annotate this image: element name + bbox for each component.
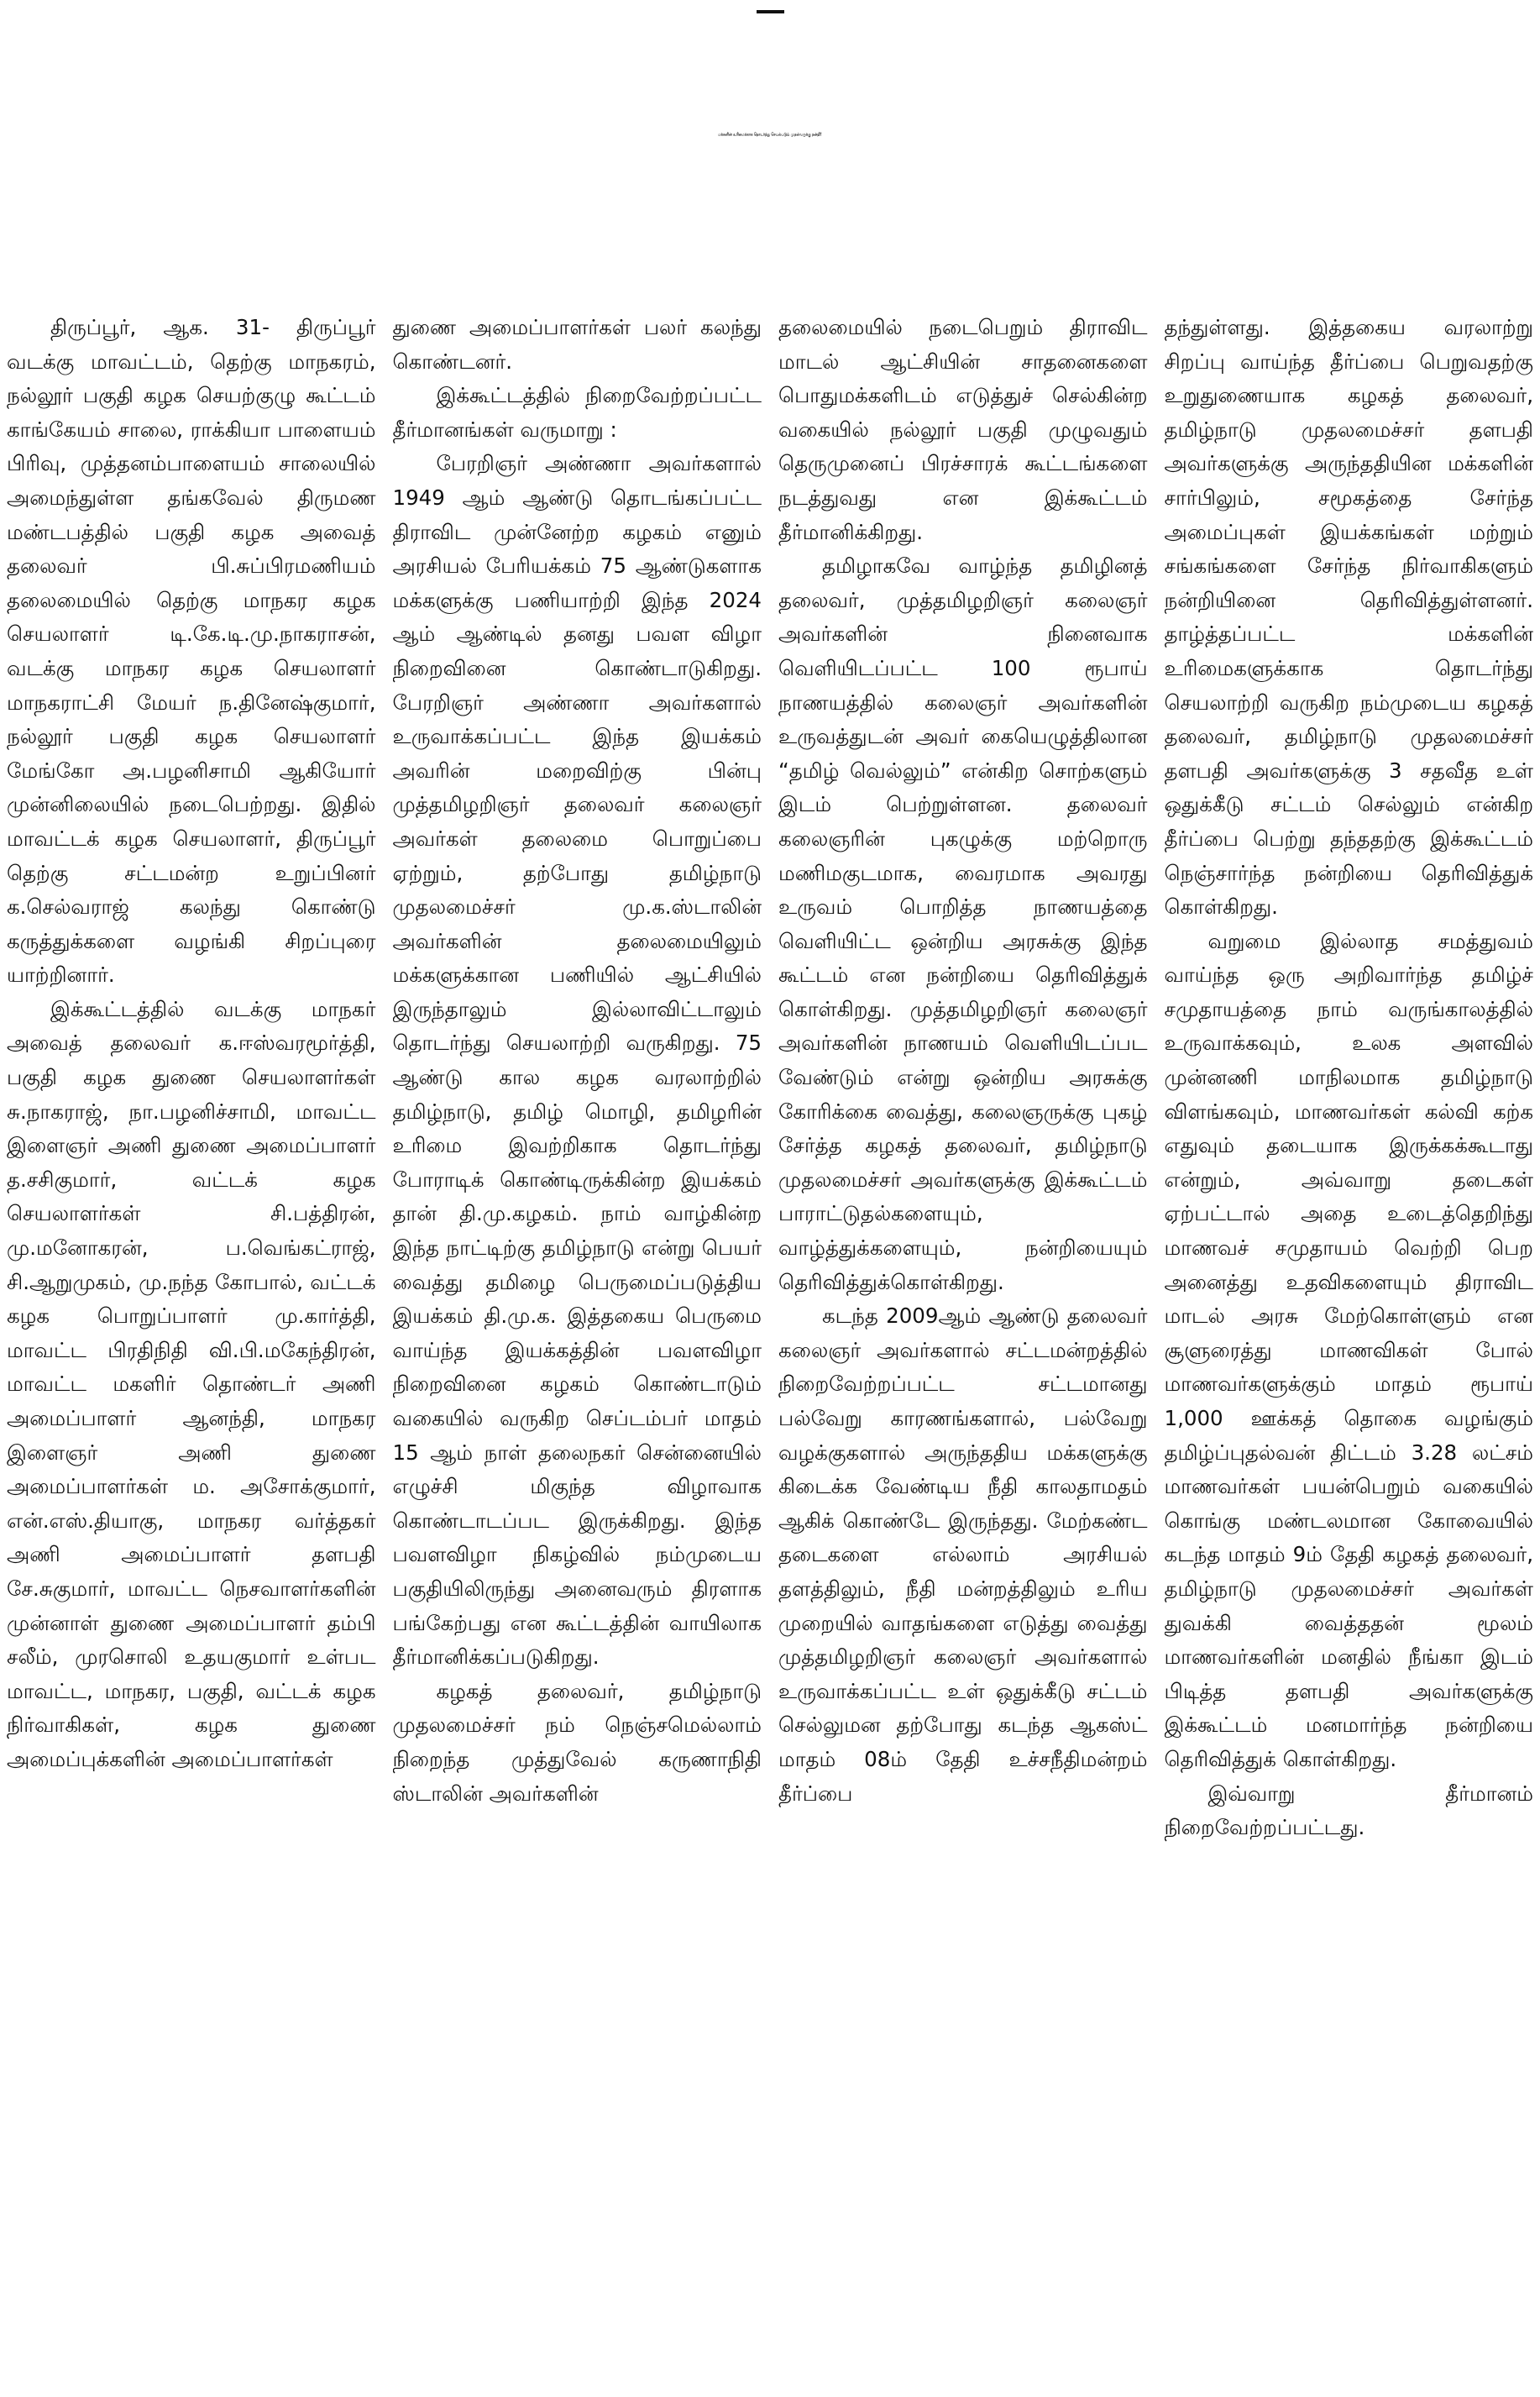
paragraph: கழகத் தலைவர், தமிழ்நாடு முதலமைச்சர் நம் நெஞ்சமெல்லாம் நிறைந்த முத்துவேல் கருணாநிதி ஸ்டாலின் அவர்களின் (392, 1678, 762, 1806)
paragraph: தலைமையில் நடைபெறும் திராவிட மாடல் ஆட்சியின் சாதனைகளை பொதுமக்களிடம் எடுத்துச் செல்கின்ற வகையில் நல்லூர் பகுதி முழுவதும் தெருமுனைப் பிரச்சாரக் கூட்டங்களை நடத்துவது என இக்கூட்டம் தீர்மானிக்கிறது. (778, 315, 1148, 544)
paragraph: இவ்வாறு தீர்மானம் நிறைவேற்றப்பட்டது. (1164, 1781, 1533, 1840)
subhead (0, 220, 1540, 270)
paragraph: இக்கூட்டத்தில் நிறைவேற்றப்பட்ட தீர்மானங்கள் வருமாறு : (392, 383, 762, 442)
article-columns (7, 311, 1533, 2390)
paragraph: இக்கூட்டத்தில் வடக்கு மாநகர் அவைத் தலைவர் க.ஈஸ்வரமூர்த்தி, பகுதி கழக துணை செயலாளர்கள் சு.நாகராஜ், நா.பழனிச்சாமி, மாவட்ட இளைஞர் அணி துணை அமைப்பாளர் த.சசிகுமார், வட்டக் கழக செயலாளர்கள் சி.பத்திரன், மு.மனோகரன், ப.வெங்கட்ராஜ், சி.ஆறுமுகம், மு.நந்த கோபால், வட்டக் கழக பொறுப்பாளர் மு.கார்த்தி, மாவட்ட பிரதிநிதி வி.பி.மகேந்திரன், மாவட்ட மகளிர் தொண்டர் அணி அமைப்பாளர் ஆனந்தி, மாநகர இளைஞர் அணி துணை அமைப்பாளர்கள் ம. அசோக்குமார், என்.எஸ்.தியாகு, மாநகர வர்த்தகர் அணி அமைப்பாளர் தளபதி சே.சுகுமார், மாவட்ட நெசவாளர்களின் முன்னாள் துணை அமைப்பாளர் தம்பி சலீம், முரசொலி உதயகுமார் உள்பட மாவட்ட, மாநகர, பகுதி, வட்டக் கழக நிர்வாகிகள், கழக துணை அமைப்புக்களின் அமைப்பாளர்கள் (7, 996, 376, 1771)
article-column-2 (393, 311, 762, 2390)
article-column-3 (778, 311, 1148, 2390)
article-column-1 (7, 311, 376, 2390)
paragraph: தமிழாகவே வாழ்ந்த தமிழினத் தலைவர், முத்தமிழறிஞர் கலைஞர் அவர்களின் நினைவாக வெளியிடப்பட்ட 100 ரூபாய் நாணயத்தில் கலைஞர் அவர்களின் உருவத்துடன் அவர் கையெழுத்திலான “தமிழ் வெல்லும்” என்கிற சொற்களும் இடம் பெற்றுள்ளன. தலைவர் கலைஞரின் புகழுக்கு மற்றொரு மணிமகுடமாக, வைரமாக அவரது உருவம் பொறித்த நாணயத்தை வெளியிட்ட ஒன்றிய அரசுக்கு இந்த கூட்டம் என நன்றியை தெரிவித்துக் கொள்கிறது. முத்தமிழறிஞர் கலைஞர் அவர்களின் நாணயம் வெளியிடப்பட வேண்டும் என்று ஒன்றிய அரசுக்கு கோரிக்கை வைத்து, கலைஞருக்கு புகழ் சேர்த்த கழகத் தலைவர், தமிழ்நாடு முதலமைச்சர் அவர்களுக்கு இக்கூட்டம் பாராட்டுதல்களையும், வாழ்த்துக்களையும், நன்றியையும் தெரிவித்துக்கொள்கிறது. (778, 553, 1148, 1294)
paragraph: திருப்பூர், ஆக. 31- திருப்பூர் வடக்கு மாவட்டம், தெற்கு மாநகரம், நல்லூர் பகுதி கழக செயற்குழு கூட்டம் காங்கேயம் சாலை, ராக்கியா பாளையம் பிரிவு, முத்தனம்பாளையம் சாலையில் அமைந்துள்ள தங்கவேல் திருமண மண்டபத்தில் பகுதி கழக அவைத் தலைவர் பி.சுப்பிரமணியம் தலைமையில் தெற்கு மாநகர கழக செயலாளர் டி.கே.டி.மு.நாகராசன், வடக்கு மாநகர கழக செயலாளர் மாநகராட்சி மேயர் ந.தினேஷ்குமார், நல்லூர் பகுதி கழக செயலாளர் மேங்கோ அ.பழனிசாமி ஆகியோர் முன்னிலையில் நடைபெற்றது. இதில் மாவட்டக் கழக செயலாளர், திருப்பூர் தெற்கு சட்டமன்ற உறுப்பினர் க.செல்வராஜ் கலந்து கொண்டு கருத்துக்களை வழங்கி சிறப்புரை யாற்றினார். (7, 315, 376, 988)
headline: மக்களின் உரிமைக்காக தொடர்ந்து செயல்படும் முதல்வருக்கு நன்றி! (718, 131, 822, 137)
paragraph: வறுமை இல்லாத சமத்துவம் வாய்ந்த ஒரு அறிவார்ந்த தமிழ்ச் சமுதாயத்தை நாம் வருங்காலத்தில் உருவாக்கவும், உலக அளவில் முன்னணி மாநிலமாக தமிழ்நாடு விளங்கவும், மாணவர்கள் கல்வி கற்க எதுவும் தடையாக இருக்கக்கூடாது என்றும், அவ்வாறு தடைகள் ஏற்பட்டால் அதை உடைத்தெறிந்து மாணவச் சமுதாயம் வெற்றி பெற அனைத்து உதவிகளையும் திராவிட மாடல் அரசு மேற்கொள்ளும் என சூளுரைத்து மாணவிகள் போல் மாணவர்களுக்கும் மாதம் ரூபாய் 1,000 ஊக்கத் தொகை வழங்கும் தமிழ்ப்புதல்வன் திட்டம் 3.28 லட்சம் மாணவர்கள் பயன்பெறும் வகையில் கொங்கு மண்டலமான கோவையில் கடந்த மாதம் 9ம் தேதி கழகத் தலைவர், தமிழ்நாடு முதலமைச்சர் அவர்கள் துவக்கி வைத்ததன் மூலம் மாணவர்களின் மனதில் நீங்கா இடம் பிடித்த தளபதி அவர்களுக்கு இக்கூட்டம் மனமார்ந்த நன்றியை தெரிவித்துக் கொள்கிறது. (1164, 928, 1533, 1771)
article-column-4 (1165, 311, 1534, 2390)
kicker-text (757, 8, 784, 13)
paragraph: பேரறிஞர் அண்ணா அவர்களால் 1949 ஆம் ஆண்டு தொடங்கப்பட்ட திராவிட முன்னேற்ற கழகம் எனும் அரசியல் பேரியக்கம் 75 ஆண்டுகளாக மக்களுக்கு பணியாற்றி இந்த 2024 ஆம் ஆண்டில் தனது பவள விழா நிறைவினை கொண்டாடுகிறது. பேரறிஞர் அண்ணா அவர்களால் உருவாக்கப்பட்ட இந்த இயக்கம் அவரின் மறைவிற்கு பின்பு முத்தமிழறிஞர் தலைவர் கலைஞர் அவர்கள் தலைமை பொறுப்பை ஏற்றும், தற்போது தமிழ்நாடு முதலமைச்சர் மு.க.ஸ்டாலின் அவர்களின் தலைமையிலும் மக்களுக்கான பணியில் ஆட்சியில் இருந்தாலும் இல்லாவிட்டாலும் தொடர்ந்து செயலாற்றி வருகிறது. 75 ஆண்டு கால கழக வரலாற்றில் தமிழ்நாடு, தமிழ் மொழி, தமிழரின் உரிமை இவற்றிகாக தொடர்ந்து போராடிக் கொண்டிருக்கின்ற இயக்கம் தான் தி.மு.கழகம். நாம் வாழ்கின்ற இந்த நாட்டிற்கு தமிழ்நாடு என்று பெயர் வைத்து தமிழை பெருமைப்படுத்திய இயக்கம் தி.மு.க. இத்தகைய பெருமை வாய்ந்த இயக்கத்தின் பவளவிழா நிறைவினை கழகம் கொண்டாடும் வகையில் வருகிற செப்டம்பர் மாதம் 15 ஆம் நாள் தலைநகர் சென்னையில் எழுச்சி மிகுந்த விழாவாக கொண்டாடப்பட இருக்கிறது. இந்த பவளவிழா நிகழ்வில் நம்முடைய பகுதியிலிருந்து அனைவரும் திரளாக பங்கேற்பது என கூட்டத்தின் வாயிலாக தீர்மானிக்கப்படுகிறது. (392, 451, 762, 1670)
paragraph: கடந்த 2009ஆம் ஆண்டு தலைவர் கலைஞர் அவர்களால் சட்டமன்றத்தில் நிறைவேற்றப்பட்ட சட்டமானது பல்வேறு காரணங்களால், பல்வேறு வழக்குகளால் அருந்ததிய மக்களுக்கு கிடைக்க வேண்டிய நீதி காலதாமதம் ஆகிக் கொண்டே இருந்தது. மேற்கண்ட தடைகளை எல்லாம் அரசியல் தளத்திலும், நீதி மன்றத்திலும் உரிய முறையில் வாதங்களை எடுத்து வைத்து முத்தமிழறிஞர் கலைஞர் அவர்களால் உருவாக்கப்பட்ட உள் ஒதுக்கீடு சட்டம் செல்லுமன தற்போது கடந்த ஆகஸ்ட் மாதம் 08ம் தேதி உச்சநீதிமன்றம் தீர்ப்பை (778, 1303, 1148, 1806)
paragraph: துணை அமைப்பாளர்கள் பலர் கலந்து கொண்டனர். (392, 315, 762, 374)
paragraph: தந்துள்ளது. இத்தகைய வரலாற்று சிறப்பு வாய்ந்த தீர்ப்பை பெறுவதற்கு உறுதுணையாக கழகத் தலைவர், தமிழ்நாடு முதலமைச்சர் தளபதி அவர்களுக்கு அருந்ததியின மக்களின் சார்பிலும், சமூகத்தை சேர்ந்த அமைப்புகள் இயக்கங்கள் மற்றும் சங்கங்களை சேர்ந்த நிர்வாகிகளும் நன்றியினை தெரிவித்துள்ளனர். தாழ்த்தப்பட்ட மக்களின் உரிமைகளுக்காக தொடர்ந்து செயலாற்றி வருகிற நம்முடைய கழகத் தலைவர், தமிழ்நாடு முதலமைச்சர் தளபதி அவர்களுக்கு 3 சதவீத உள் ஒதுக்கீடு சட்டம் செல்லும் என்கிற தீர்ப்பை பெற்று தந்ததற்கு இக்கூட்டம் நெஞ்சார்ந்த நன்றியை தெரிவித்துக் கொள்கிறது. (1164, 315, 1533, 920)
